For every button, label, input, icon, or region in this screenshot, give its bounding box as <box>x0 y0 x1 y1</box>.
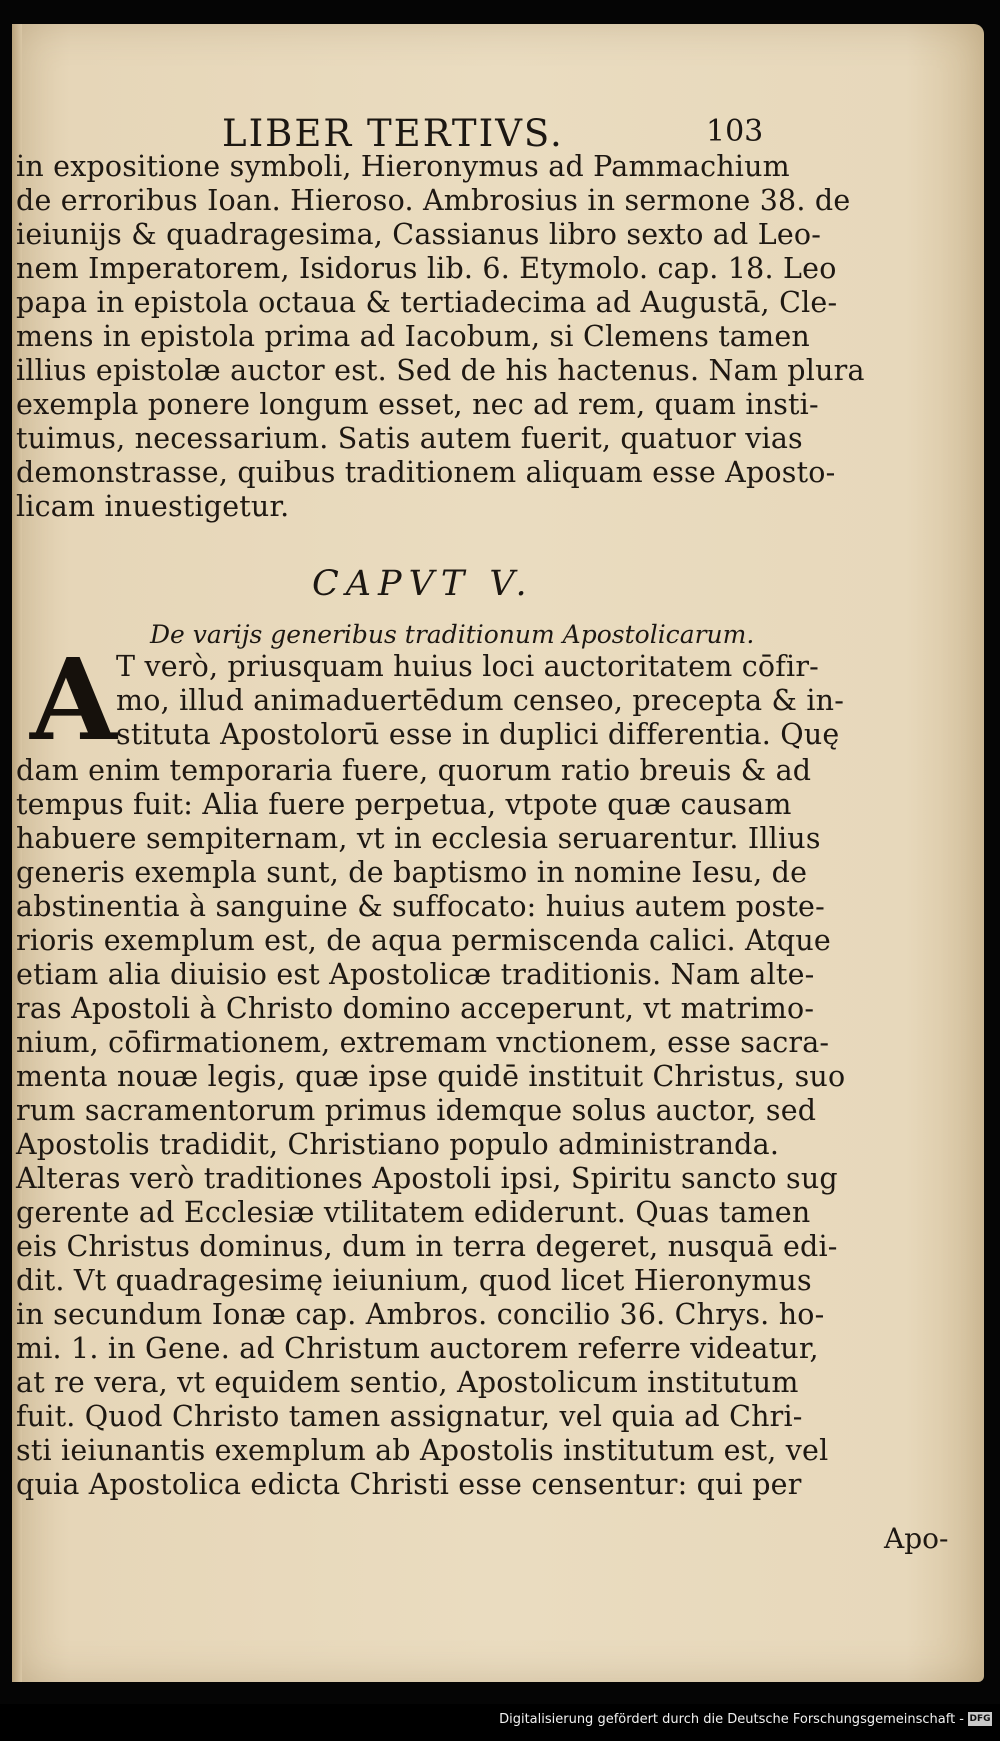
text-line: mi. 1. in Gene. ad Christum auctorem referre videatur, <box>16 1332 819 1365</box>
text-line: in expositione symboli, Hieronymus ad Pammachium <box>16 150 790 183</box>
text-line: nem Imperatorem, Isidorus lib. 6. Etymolo. cap. 18. Leo <box>16 252 837 285</box>
folio-number: 103 <box>706 114 764 149</box>
text-line: illius epistolæ auctor est. Sed de his hactenus. Nam plura <box>16 354 865 387</box>
text-line: etiam alia diuisio est Apostolicæ traditionis. Nam alte- <box>16 958 815 991</box>
text-line: stituta Apostolorū esse in duplici differentia. Quę <box>116 718 840 751</box>
text-line: generis exempla sunt, de baptismo in nomine Iesu, de <box>16 856 808 889</box>
text-line: habuere sempiternam, vt in ecclesia seruarentur. Illius <box>16 822 821 855</box>
initial-letter: A <box>30 635 117 766</box>
text-line: de erroribus Ioan. Hieroso. Ambrosius in sermone 38. de <box>16 184 851 217</box>
text-line: ras Apostoli à Christo domino acceperunt, vt matrimo- <box>16 992 815 1025</box>
digitization-footer <box>0 1704 1000 1741</box>
text-line: sti ieiunantis exemplum ab Apostolis institutum est, vel <box>16 1434 829 1467</box>
text-line: in secundum Ionæ cap. Ambros. concilio 36. Chrys. ho- <box>16 1298 825 1331</box>
text-line: mens in epistola prima ad Iacobum, si Clemens tamen <box>16 320 810 353</box>
chapter-title: CAPVT V. <box>312 564 534 604</box>
text-line: quia Apostolica edicta Christi esse censentur: qui per <box>16 1468 802 1501</box>
text-line: ieiunijs & quadragesima, Cassianus libro sexto ad Leo- <box>16 218 822 251</box>
text-line: abstinentia à sanguine & suffocato: huius autem poste- <box>16 890 825 923</box>
text-line: dit. Vt quadragesimę ieiunium, quod licet Hieronymus <box>16 1264 812 1297</box>
text-line: menta nouæ legis, quæ ipse quidē instituit Christus, suo <box>16 1060 846 1093</box>
text-line: gerente ad Ecclesiæ vtilitatem ediderunt. Quas tamen <box>16 1196 811 1229</box>
text-line: demonstrasse, quibus traditionem aliquam esse Aposto- <box>16 456 836 489</box>
text-line: papa in epistola octaua & tertiadecima ad Augustā, Cle- <box>16 286 838 319</box>
text-line: T verò, priusquam huius loci auctoritatem cōfir- <box>116 650 819 683</box>
decorated-initial <box>30 635 117 766</box>
text-line: tempus fuit: Alia fuere perpetua, vtpote quæ causam <box>16 788 792 821</box>
text-line: nium, cōfirmationem, extremam vnctionem, esse sacra- <box>16 1026 830 1059</box>
text-line: Apostolis tradidit, Christiano populo administranda. <box>16 1128 780 1161</box>
text-line: tuimus, necessarium. Satis autem fuerit, quatuor vias <box>16 422 803 455</box>
book-page <box>12 24 984 1682</box>
dfg-logo-icon: DFG <box>969 1714 991 1724</box>
text-line: dam enim temporaria fuere, quorum ratio breuis & ad <box>16 754 812 787</box>
text-line: mo, illud animaduertēdum censeo, precepta & in- <box>116 684 845 717</box>
chapter-subtitle: De varijs generibus traditionum Apostolicarum. <box>150 620 755 649</box>
text-line: licam inuestigetur. <box>16 490 290 523</box>
text-line: rioris exemplum est, de aqua permiscenda calici. Atque <box>16 924 831 957</box>
text-line: exempla ponere longum esset, nec ad rem, quam insti- <box>16 388 819 421</box>
text-line: fuit. Quod Christo tamen assignatur, vel quia ad Chri- <box>16 1400 803 1433</box>
text-line: Alteras verò traditiones Apostoli ipsi, Spiritu sancto sug <box>16 1162 838 1195</box>
text-line: eis Christus dominus, dum in terra degeret, nusquā edi- <box>16 1230 838 1263</box>
footer-credit: Digitalisierung gefördert durch die Deutsche Forschungsgemeinschaft - <box>499 1712 964 1727</box>
text-line: at re vera, vt equidem sentio, Apostolicum institutum <box>16 1366 799 1399</box>
catchword: Apo- <box>884 1522 949 1555</box>
text-line: rum sacramentorum primus idemque solus auctor, sed <box>16 1094 817 1127</box>
running-title: LIBER TERTIVS. <box>222 112 564 155</box>
